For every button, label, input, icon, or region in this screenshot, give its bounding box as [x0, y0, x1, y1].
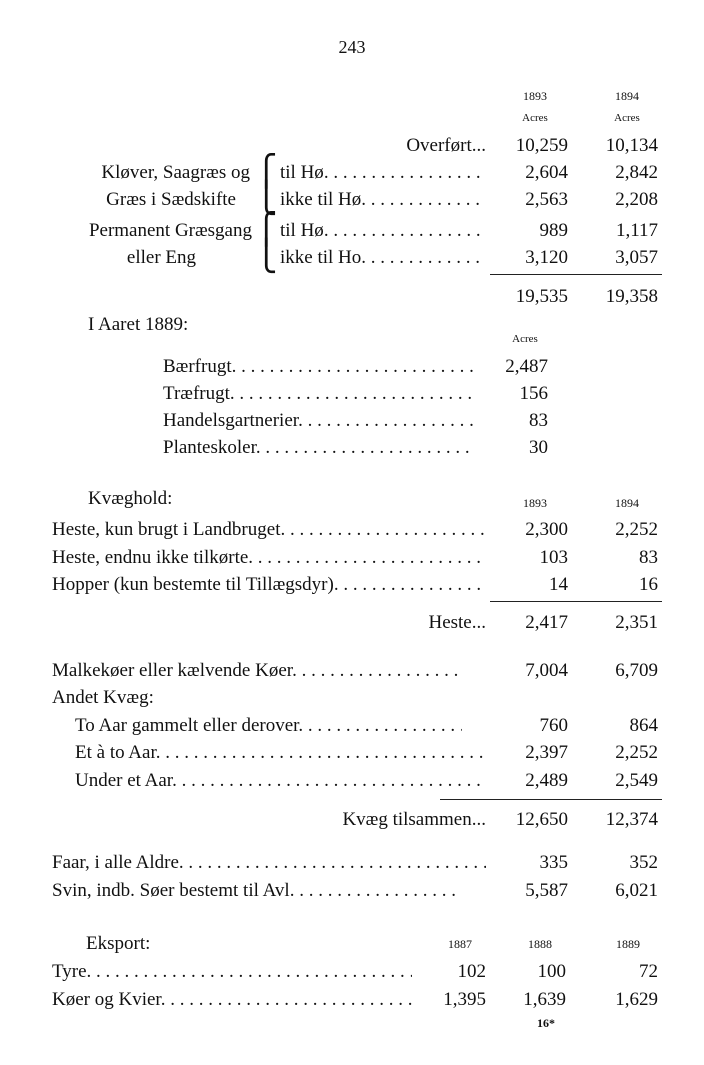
- cattle-row-1: To Aar gammelt eller derover . . .: [75, 716, 462, 735]
- col-year-1894: 1894: [615, 89, 639, 103]
- sheep-1894: 352: [629, 852, 658, 873]
- cattle-row-3-1893: 2,489: [525, 770, 568, 791]
- cattle-total-label: Kvæg tilsammen...: [342, 809, 486, 830]
- fruit-heading: I Aaret 1889:: [88, 314, 189, 335]
- group1-line1: Kløver, Saagræs og: [101, 162, 250, 183]
- export-row-1-1888: 100: [537, 961, 566, 982]
- pigs-1893: 5,587: [525, 880, 568, 901]
- cattle-total-1893: 12,650: [515, 809, 568, 830]
- group1-row1-label: til Hø . . .: [280, 163, 484, 182]
- brace-top: ⎧: [255, 154, 278, 189]
- horse-total-1893: 2,417: [525, 612, 568, 633]
- page-number: 243: [338, 37, 366, 57]
- horse-row-3: Hopper (kun bestemte til Tillægsdyr) . . .: [52, 575, 486, 594]
- fruit-row-3: Handelsgartnerier . . .: [163, 411, 473, 430]
- horse-row-2-1894: 83: [639, 547, 658, 568]
- cattle-row-1-1893: 760: [539, 715, 568, 736]
- fruit-row-2: Træfrugt . . .: [163, 384, 473, 403]
- export-row-2-1889: 1,629: [615, 989, 658, 1010]
- fruit-value-3: 83: [529, 410, 548, 431]
- fruit-unit: Acres: [512, 333, 538, 345]
- group2-row1-label: til Hø . . .: [280, 221, 484, 240]
- total-1894: 19,358: [605, 286, 658, 307]
- carried-forward-label: Overført...: [406, 135, 486, 156]
- milk-cows-1893: 7,004: [525, 660, 568, 681]
- milk-cows-1894: 6,709: [615, 660, 658, 681]
- cattle-row-2-1894: 2,252: [615, 742, 658, 763]
- fruit-value-1: 2,487: [505, 356, 548, 377]
- export-row-1: Tyre . . .: [52, 962, 412, 981]
- group2-row1-1893: 989: [539, 220, 568, 241]
- cattle-total-rule: [440, 799, 662, 800]
- cattle-total-1894: 12,374: [605, 809, 658, 830]
- signature-mark: 16*: [537, 1016, 555, 1030]
- export-year-1887: 1887: [448, 937, 472, 951]
- livestock-heading: Kvæghold:: [88, 488, 173, 509]
- brace-top-2: ⎧: [255, 212, 278, 247]
- group2-row1-1894: 1,117: [615, 220, 658, 241]
- group1-row2-1894: 2,208: [615, 189, 658, 210]
- group1-row1-1894: 2,842: [615, 162, 658, 183]
- horse-total-rule: [490, 601, 662, 602]
- fruit-row-4: Planteskoler . . .: [163, 438, 473, 457]
- horse-row-3-1893: 14: [549, 574, 568, 595]
- sheep-label: Faar, i alle Aldre . . .: [52, 853, 486, 872]
- livestock-year-1893: 1893: [523, 496, 547, 510]
- export-row-2-1888: 1,639: [523, 989, 566, 1010]
- export-year-1889: 1889: [616, 937, 640, 951]
- group1-line2: Græs i Sædskifte: [106, 189, 236, 210]
- brace-bottom: ⎩: [255, 181, 278, 216]
- horse-row-2: Heste, endnu ikke tilkørte . . .: [52, 548, 486, 567]
- col-unit-a: Acres: [522, 112, 548, 124]
- horse-row-1-1893: 2,300: [525, 519, 568, 540]
- total-1893: 19,535: [515, 286, 568, 307]
- horse-total-label: Heste...: [428, 612, 486, 633]
- sheep-1893: 335: [539, 852, 568, 873]
- fruit-row-1: Bærfrugt . . .: [163, 357, 473, 376]
- fruit-value-2: 156: [519, 383, 548, 404]
- group2-line2: eller Eng: [126, 247, 196, 268]
- group1-row2-1893: 2,563: [525, 189, 568, 210]
- horse-total-1894: 2,351: [615, 612, 658, 633]
- export-row-2: Køer og Kvier . . .: [52, 990, 412, 1009]
- total-rule-1: [490, 274, 662, 275]
- cattle-row-2: Et à to Aar . . .: [75, 743, 486, 762]
- horse-row-2-1893: 103: [539, 547, 568, 568]
- carried-1893: 10,259: [515, 135, 568, 156]
- horse-row-1-1894: 2,252: [615, 519, 658, 540]
- export-row-1-1889: 72: [639, 961, 658, 982]
- milk-cows-label: Malkekøer eller kælvende Køer . . .: [52, 661, 462, 680]
- brace-bottom-2: ⎩: [255, 239, 278, 274]
- col-year-1893: 1893: [523, 89, 547, 103]
- group1-row1-1893: 2,604: [525, 162, 568, 183]
- export-heading: Eksport:: [86, 933, 151, 954]
- cattle-row-3: Under et Aar . . .: [75, 771, 486, 790]
- carried-1894: 10,134: [605, 135, 658, 156]
- cattle-row-1-1894: 864: [629, 715, 658, 736]
- group2-line1: Permanent Græsgang: [88, 220, 252, 241]
- horse-row-3-1894: 16: [639, 574, 658, 595]
- livestock-year-1894: 1894: [615, 496, 639, 510]
- cattle-row-2-1893: 2,397: [525, 742, 568, 763]
- col-unit-b: Acres: [614, 112, 640, 124]
- export-year-1888: 1888: [528, 937, 552, 951]
- pigs-1894: 6,021: [615, 880, 658, 901]
- group1-row2-label: ikke til Hø . . .: [280, 190, 484, 209]
- group2-row2-1893: 3,120: [525, 247, 568, 268]
- horse-row-1: Heste, kun brugt i Landbruget . . .: [52, 520, 486, 539]
- pigs-label: Svin, indb. Søer bestemt til Avl . . .: [52, 881, 462, 900]
- other-cattle-heading: Andet Kvæg:: [52, 687, 154, 708]
- group2-row2-label: ikke til Ho . . .: [280, 248, 484, 267]
- cattle-row-3-1894: 2,549: [615, 770, 658, 791]
- export-row-2-1887: 1,395: [443, 989, 486, 1010]
- export-row-1-1887: 102: [457, 961, 486, 982]
- fruit-value-4: 30: [529, 437, 548, 458]
- group2-row2-1894: 3,057: [615, 247, 658, 268]
